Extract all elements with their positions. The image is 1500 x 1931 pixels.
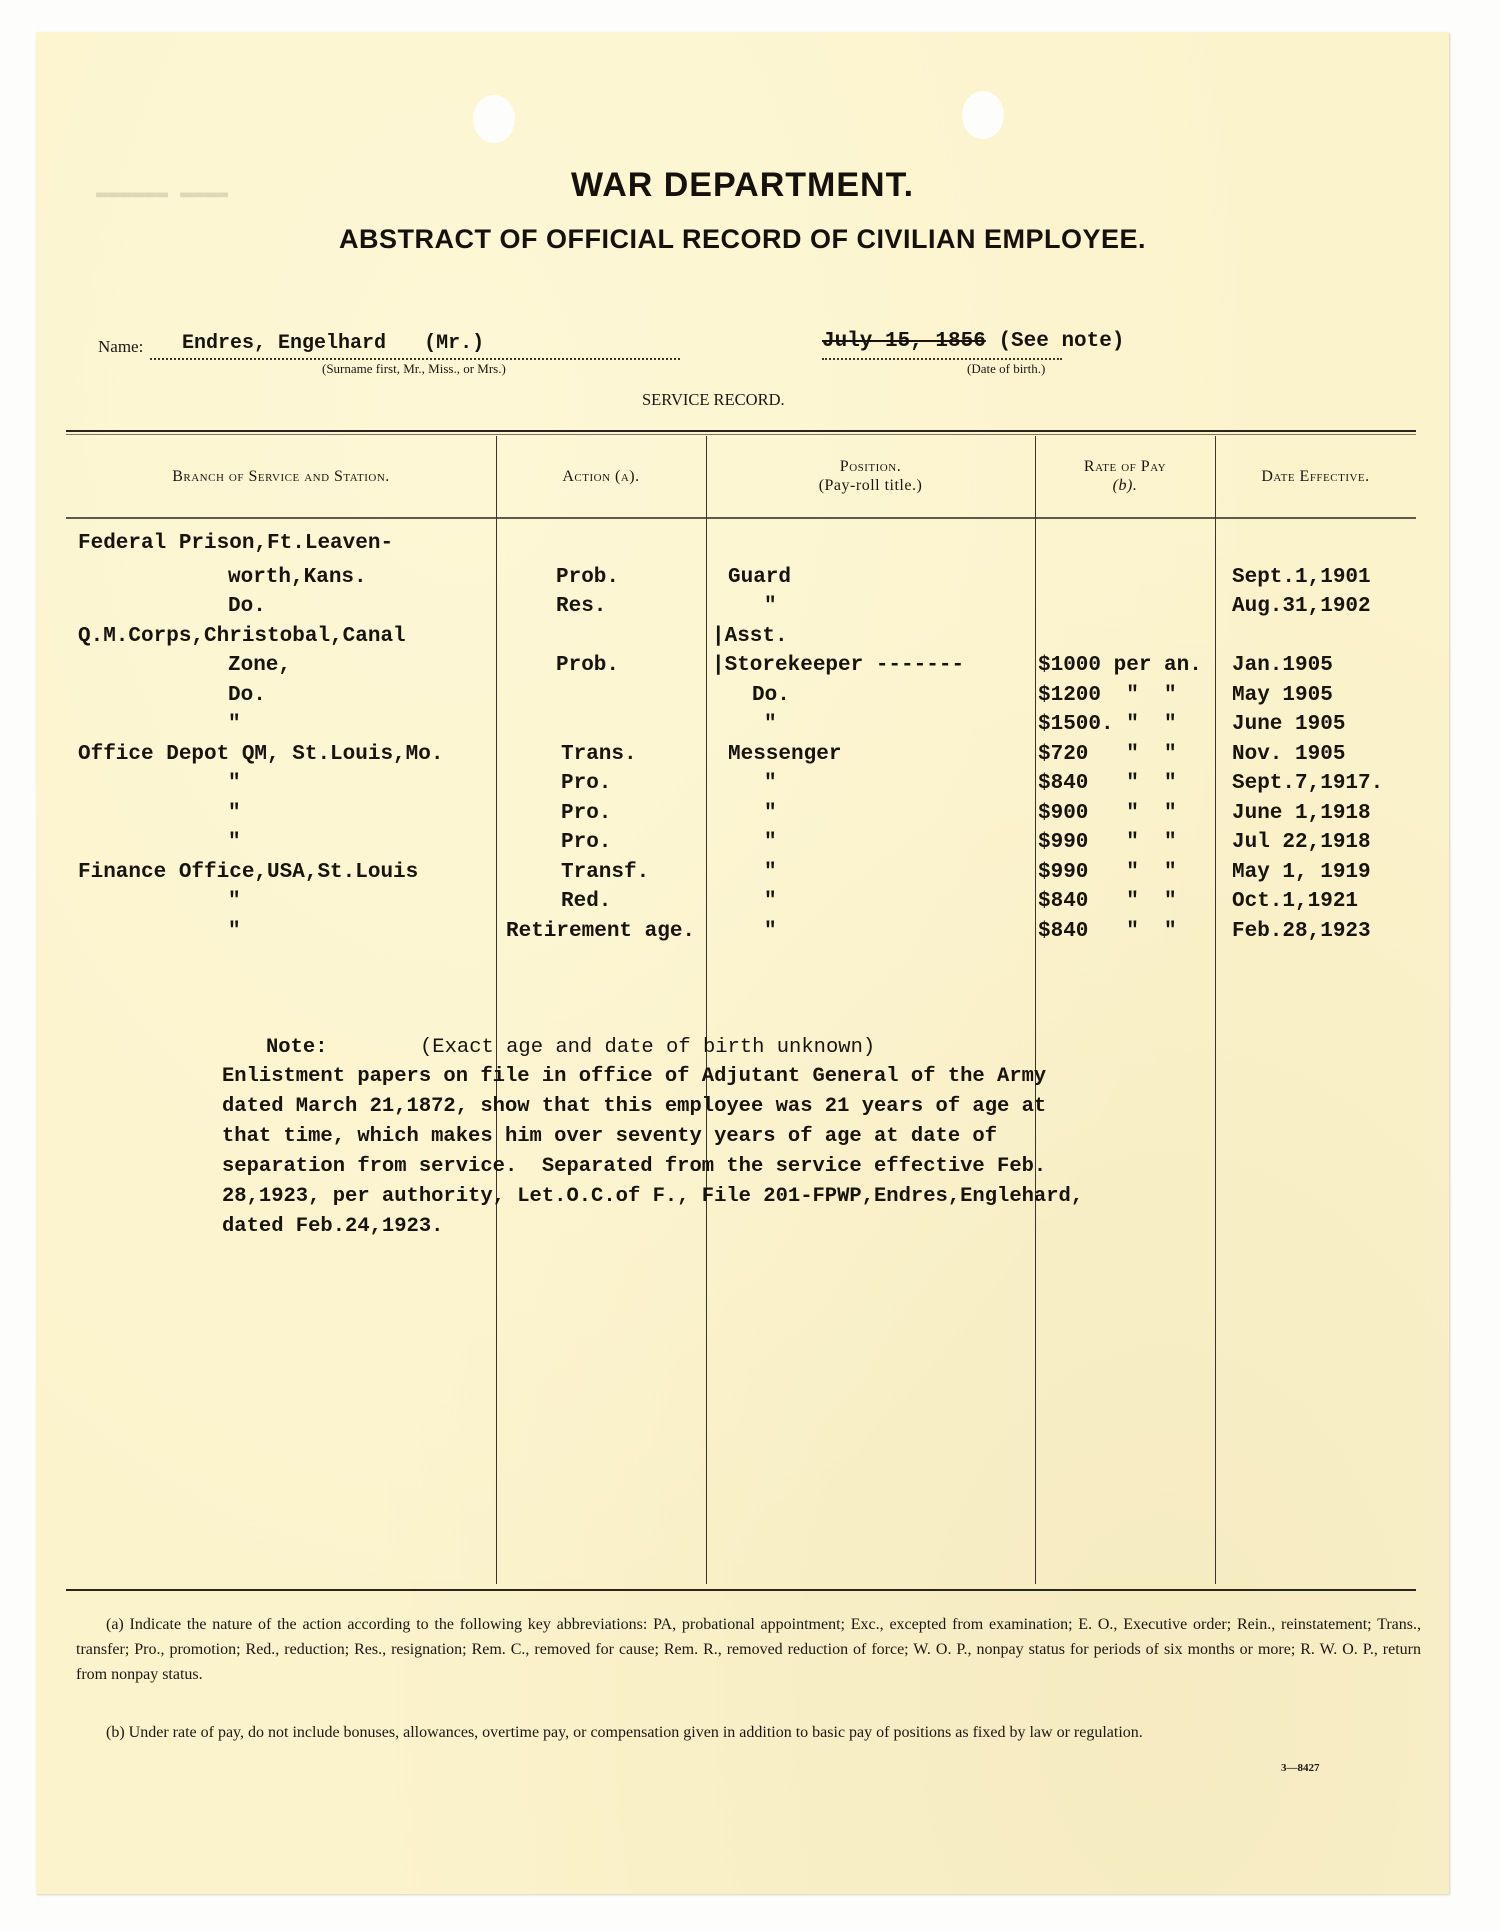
column-header-action — [496, 467, 706, 486]
row-branch: Do. — [228, 595, 266, 618]
row-date: Oct.1,1921 — [1232, 890, 1359, 913]
row-position: " — [764, 860, 777, 884]
row-date: Jan.1905 — [1232, 654, 1333, 677]
footnote-a: (a) Indicate the nature of the action according to the following key abbreviations: PA, probational appointment; Exc., excepted from examination; E. O., Executive order; Rein., reinstatement; Trans., transfer; Pro., promotion; Red., reduction; Res., resignation; Rem. C., removed for cause; Rem. R., removed reduction of force; W. O. P., nonpay status for periods of six months or more; R. W. O. P., return from nonpay status. — [76, 1616, 1421, 1683]
row-date: June 1905 — [1232, 713, 1346, 736]
row-position: Do. — [752, 683, 790, 707]
row-position: " — [764, 713, 777, 736]
row-date: Nov. 1905 — [1232, 742, 1346, 766]
row-branch: Finance Office,USA,St.Louis — [78, 860, 419, 884]
header-bottom-rule — [66, 517, 1416, 519]
column-header-position-label: Position. — [839, 458, 902, 475]
note-heading: (Exact age and date of birth unknown) — [420, 1036, 876, 1059]
row-branch: " — [228, 801, 241, 825]
row-branch: Zone, — [228, 654, 292, 677]
form-number: 3—8427 — [1281, 1762, 1320, 1774]
punch-hole-left — [473, 95, 515, 143]
column-header-branch — [66, 467, 496, 486]
form-title: ABSTRACT OF OFFICIAL RECORD OF CIVILIAN EMPLOYEE. — [338, 224, 1146, 254]
row-rate: $840 " " — [1038, 919, 1177, 943]
row-position: " — [764, 772, 777, 795]
row-branch: " — [228, 919, 241, 943]
row-position: " — [764, 801, 777, 825]
table-top-rule-second — [66, 434, 1416, 435]
table-top-rule — [66, 430, 1416, 432]
name-field-underline — [150, 358, 680, 360]
row-action: Prob. — [556, 565, 620, 589]
row-position: " — [764, 919, 777, 943]
row-action: Res. — [556, 595, 607, 618]
name-caption: (Surname first, Mr., Miss., or Mrs.) — [322, 361, 506, 376]
row-branch: worth,Kans. — [228, 565, 367, 589]
row-rate: $840 " " — [1038, 890, 1177, 913]
dob-value — [822, 330, 1124, 353]
row-date: Sept.7,1917. — [1232, 772, 1384, 795]
column-header-rate-label: Rate of Pay — [1083, 458, 1167, 475]
name-value — [182, 332, 484, 355]
note-line: Enlistment papers on file in office of Adjutant General of the Army — [222, 1065, 1047, 1088]
column-header-position — [706, 457, 1035, 495]
row-rate: $720 " " — [1038, 742, 1177, 766]
row-date: Aug.31,1902 — [1232, 595, 1371, 618]
row-action: Pro. — [561, 772, 612, 795]
row-date: May 1, 1919 — [1232, 860, 1371, 884]
dob-see-note: (See note) — [998, 330, 1125, 353]
note-line: that time, which makes him over seventy years of age at date of — [222, 1125, 998, 1148]
row-rate: $990 " " — [1038, 860, 1177, 884]
row-action: Pro. — [561, 801, 612, 825]
row-date: Feb.28,1923 — [1232, 919, 1371, 943]
column-header-branch-label: Branch of Service and Station. — [172, 468, 390, 485]
column-divider-1 — [496, 436, 497, 1584]
employee-title: (Mr.) — [424, 332, 485, 355]
row-date: Sept.1,1901 — [1232, 565, 1371, 589]
row-action: Transf. — [561, 860, 650, 884]
table-bottom-rule — [66, 1589, 1416, 1591]
name-label: Name: — [98, 337, 144, 356]
column-divider-4 — [1215, 436, 1216, 1584]
row-rate: $1000 per an. — [1038, 654, 1202, 677]
column-header-rate — [1035, 457, 1215, 495]
row-date: May 1905 — [1232, 683, 1333, 707]
row-rate: $1500. " " — [1038, 713, 1177, 736]
bleed-through-decoration: ▬▬▬▬ ▬▬▬▬▬▬ — [96, 182, 229, 205]
note-line: dated Feb.24,1923. — [222, 1215, 444, 1238]
row-branch: Federal Prison,Ft.Leaven- — [78, 532, 394, 555]
row-branch: Q.M.Corps,Christobal,Canal — [78, 624, 406, 648]
row-position: |Asst. — [712, 624, 788, 648]
row-action: Retirement age. — [506, 919, 696, 943]
punch-hole-right — [962, 91, 1004, 139]
row-date: June 1,1918 — [1232, 801, 1371, 825]
dob-field-underline — [822, 358, 1062, 360]
row-position: Guard — [728, 565, 792, 589]
row-position: " — [764, 890, 777, 913]
column-divider-3 — [1035, 436, 1036, 1584]
row-branch: " — [228, 713, 241, 736]
service-record-heading: SERVICE RECORD. — [642, 390, 785, 409]
column-header-date-label: Date Effective. — [1261, 468, 1370, 485]
row-position: Messenger — [728, 742, 842, 766]
column-divider-2 — [706, 436, 707, 1584]
footnote-b: (b) Under rate of pay, do not include bonuses, allowances, overtime pay, or compensation given in addition to basic pay of positions as fixed by law or regulation. — [106, 1724, 1143, 1741]
row-rate: $840 " " — [1038, 772, 1177, 795]
row-branch: " — [228, 831, 241, 854]
row-action: Prob. — [556, 654, 620, 677]
column-header-rate-sub: (b). — [1112, 477, 1138, 494]
row-rate: $990 " " — [1038, 831, 1177, 854]
row-branch: Office Depot QM, St.Louis,Mo. — [78, 742, 444, 766]
note-line: 28,1923, per authority, Let.O.C.of F., File 201-FPWP,Endres,Englehard, — [222, 1185, 1084, 1208]
column-header-position-sub: (Pay-roll title.) — [818, 477, 923, 494]
row-branch: Do. — [228, 683, 266, 707]
department-title: WAR DEPARTMENT. — [570, 166, 915, 204]
document-page — [36, 32, 1449, 1894]
employee-name: Endres, Engelhard — [182, 332, 387, 355]
note-label: Note: — [266, 1036, 328, 1059]
row-branch: " — [228, 890, 241, 913]
column-header-action-label: Action (a). — [562, 468, 640, 485]
dob-caption: (Date of birth.) — [967, 361, 1046, 376]
row-action: Pro. — [561, 831, 612, 854]
row-position: " — [764, 595, 777, 618]
note-line: dated March 21,1872, show that this employee was 21 years of age at — [222, 1095, 1047, 1118]
row-action: Trans. — [561, 742, 637, 766]
column-header-date — [1215, 467, 1416, 486]
row-date: Jul 22,1918 — [1232, 831, 1371, 854]
dob-struck: July 15, 1856 — [822, 330, 986, 353]
note-line: separation from service. Separated from the service effective Feb. — [222, 1155, 1047, 1178]
row-rate: $1200 " " — [1038, 683, 1177, 707]
row-branch: " — [228, 772, 241, 795]
row-action: Red. — [561, 890, 612, 913]
row-position: |Storekeeper ------- — [712, 654, 965, 677]
row-rate: $900 " " — [1038, 801, 1177, 825]
row-position: " — [764, 831, 777, 854]
